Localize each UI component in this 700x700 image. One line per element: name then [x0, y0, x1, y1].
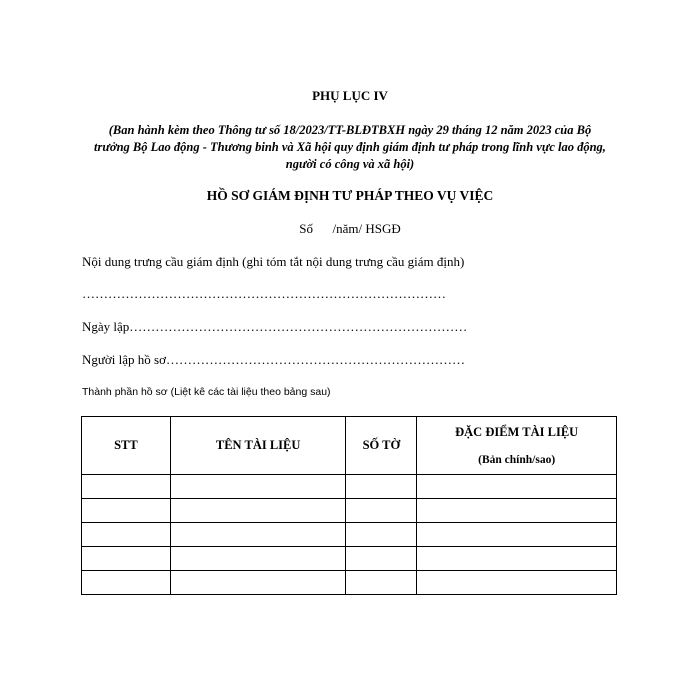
content-label: Nội dung trưng cầu giám định (ghi tóm tắt nội dung trưng cầu giám định) — [82, 254, 465, 269]
table-cell — [417, 547, 617, 571]
table-cell — [82, 571, 171, 595]
dossier-number: Số /năm/ HSGĐ — [299, 221, 401, 236]
header-features-sub: (Bản chính/sao) — [478, 454, 556, 466]
table-cell — [82, 547, 171, 571]
components-label: Thành phần hồ sơ (Liệt kê các tài liệu theo bảng sau) — [82, 386, 331, 398]
table-cell — [170, 547, 346, 571]
document-list-table — [81, 416, 617, 595]
appendix-title: PHỤ LỤC IV — [312, 88, 388, 103]
table-cell — [346, 475, 417, 499]
header-sheets: SỐ TỜ — [346, 417, 417, 475]
table-cell — [346, 547, 417, 571]
table-row — [82, 523, 617, 547]
table-cell — [417, 499, 617, 523]
table-cell — [82, 523, 171, 547]
header-stt: STT — [82, 417, 171, 475]
header-features — [417, 417, 617, 475]
table-cell — [417, 523, 617, 547]
header-features-label: ĐẶC ĐIỂM TÀI LIỆU — [455, 425, 579, 439]
content-dots: ………………………………………………………………………… — [82, 286, 446, 301]
table-row — [82, 571, 617, 595]
table-cell — [417, 475, 617, 499]
table-header-row — [82, 417, 617, 475]
table-row — [82, 475, 617, 499]
creator-label: Người lập hồ sơ…………………………………………………………… — [82, 352, 465, 367]
appendix-subtitle: (Ban hành kèm theo Thông tư số 18/2023/TT-BLĐTBXH ngày 29 tháng 12 năm 2023 của Bộ trưởng Bộ Lao động - Thương binh và Xã hội quy định giám định tư pháp trong lĩnh vực lao động, người có công và xã hội) — [94, 123, 606, 171]
table-cell — [82, 475, 171, 499]
table-cell — [346, 523, 417, 547]
table-cell — [170, 523, 346, 547]
header-name: TÊN TÀI LIỆU — [170, 417, 346, 475]
table-row — [82, 499, 617, 523]
table-cell — [82, 499, 171, 523]
dossier-title: HỒ SƠ GIÁM ĐỊNH TƯ PHÁP THEO VỤ VIỆC — [206, 188, 494, 203]
date-label: Ngày lập…………………………………………………………………… — [82, 319, 468, 334]
table-cell — [170, 571, 346, 595]
table-cell — [170, 475, 346, 499]
table-cell — [346, 571, 417, 595]
table-cell — [346, 499, 417, 523]
table-row — [82, 547, 617, 571]
table-cell — [170, 499, 346, 523]
table-cell — [417, 571, 617, 595]
